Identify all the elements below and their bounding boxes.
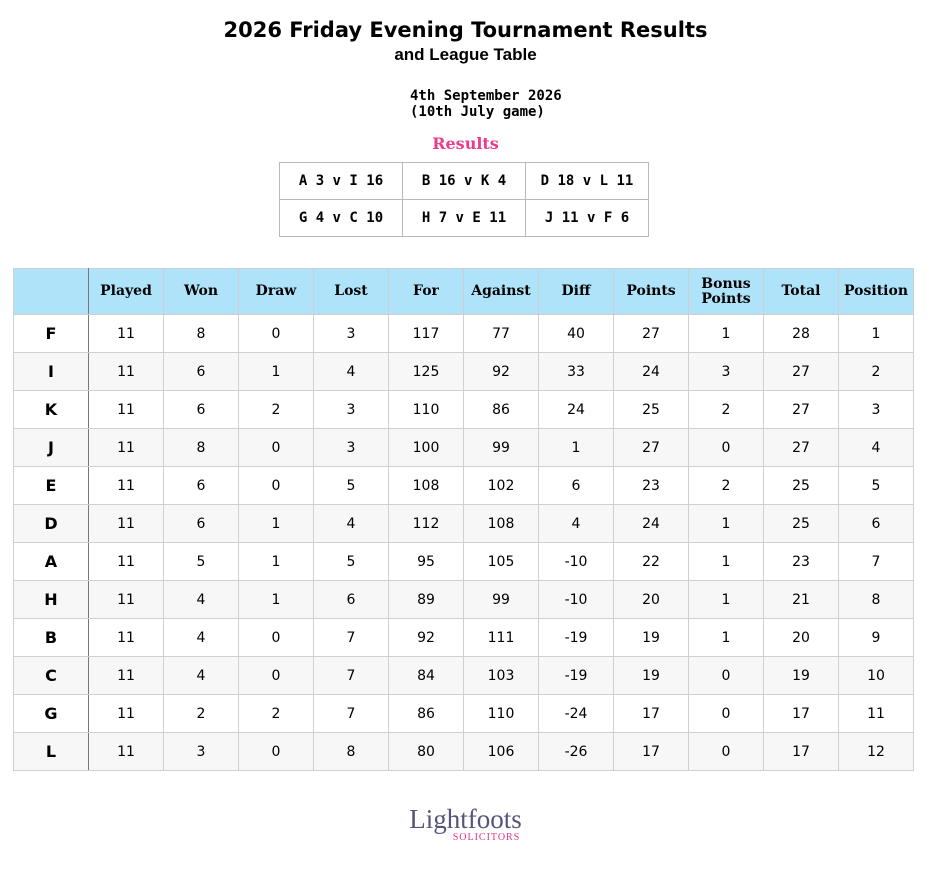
cell-against: 77 [464,315,539,353]
cell-team: A [14,543,89,581]
cell-against: 102 [464,467,539,505]
cell-played: 11 [89,429,164,467]
table-row [14,657,914,695]
cell-won: 2 [164,695,239,733]
cell-lost: 4 [314,353,389,391]
results-row [280,200,649,237]
cell-points: 19 [614,619,689,657]
table-row [14,733,914,771]
cell-total: 21 [764,581,839,619]
cell-won: 8 [164,315,239,353]
cell-played: 11 [89,353,164,391]
cell-diff: -19 [539,657,614,695]
cell-lost: 6 [314,581,389,619]
cell-lost: 7 [314,619,389,657]
cell-for: 100 [389,429,464,467]
logo-sub: SOLICITORS [452,832,521,843]
cell-bonus-points: 3 [689,353,764,391]
column-header-won: Won [164,269,239,315]
cell-played: 11 [89,733,164,771]
cell-position: 3 [839,391,914,429]
cell-draw: 0 [239,429,314,467]
cell-position: 1 [839,315,914,353]
cell-played: 11 [89,581,164,619]
cell-total: 17 [764,695,839,733]
cell-against: 99 [464,581,539,619]
cell-diff: 40 [539,315,614,353]
cell-lost: 3 [314,429,389,467]
cell-draw: 0 [239,315,314,353]
cell-points: 17 [614,695,689,733]
cell-total: 20 [764,619,839,657]
cell-against: 86 [464,391,539,429]
cell-diff: 1 [539,429,614,467]
cell-points: 27 [614,315,689,353]
cell-against: 108 [464,505,539,543]
cell-points: 24 [614,505,689,543]
table-row [14,543,914,581]
cell-team: L [14,733,89,771]
cell-draw: 0 [239,733,314,771]
cell-won: 4 [164,619,239,657]
cell-won: 4 [164,581,239,619]
cell-lost: 5 [314,543,389,581]
cell-draw: 0 [239,657,314,695]
cell-points: 27 [614,429,689,467]
cell-won: 8 [164,429,239,467]
cell-total: 25 [764,467,839,505]
cell-lost: 3 [314,391,389,429]
cell-team: B [14,619,89,657]
cell-bonus-points: 1 [689,543,764,581]
table-row [14,695,914,733]
cell-total: 25 [764,505,839,543]
column-header-draw: Draw [239,269,314,315]
cell-for: 80 [389,733,464,771]
results-heading: Results [432,134,499,153]
cell-team: C [14,657,89,695]
cell-against: 105 [464,543,539,581]
page-title: 2026 Friday Evening Tournament Results [223,18,708,42]
cell-position: 12 [839,733,914,771]
table-row [14,505,914,543]
cell-lost: 5 [314,467,389,505]
table-row [14,315,914,353]
results-table [279,162,649,237]
result-cell: H 7 v E 11 [403,200,526,237]
cell-played: 11 [89,505,164,543]
cell-bonus-points: 1 [689,619,764,657]
cell-total: 27 [764,353,839,391]
cell-position: 6 [839,505,914,543]
cell-played: 11 [89,657,164,695]
cell-draw: 1 [239,543,314,581]
cell-draw: 1 [239,353,314,391]
cell-for: 86 [389,695,464,733]
cell-points: 20 [614,581,689,619]
cell-for: 112 [389,505,464,543]
cell-against: 103 [464,657,539,695]
column-header-against: Against [464,269,539,315]
cell-points: 25 [614,391,689,429]
cell-bonus-points: 0 [689,733,764,771]
result-cell: D 18 v L 11 [526,163,649,200]
lightfoots-logo [0,806,931,843]
event-date: 4th September 2026 [410,88,562,104]
cell-diff: 6 [539,467,614,505]
cell-played: 11 [89,391,164,429]
cell-for: 95 [389,543,464,581]
cell-points: 24 [614,353,689,391]
cell-draw: 2 [239,695,314,733]
cell-won: 4 [164,657,239,695]
cell-team: F [14,315,89,353]
result-cell: A 3 v I 16 [280,163,403,200]
cell-for: 92 [389,619,464,657]
cell-diff: 4 [539,505,614,543]
cell-position: 5 [839,467,914,505]
cell-position: 9 [839,619,914,657]
cell-against: 99 [464,429,539,467]
cell-for: 125 [389,353,464,391]
cell-diff: -10 [539,581,614,619]
cell-draw: 1 [239,505,314,543]
cell-diff: -26 [539,733,614,771]
cell-played: 11 [89,619,164,657]
cell-lost: 7 [314,695,389,733]
cell-for: 89 [389,581,464,619]
result-cell: G 4 v C 10 [280,200,403,237]
cell-draw: 0 [239,467,314,505]
column-header-total: Total [764,269,839,315]
cell-won: 6 [164,391,239,429]
cell-played: 11 [89,695,164,733]
page-subtitle: and League Table [394,45,537,64]
cell-against: 106 [464,733,539,771]
cell-total: 27 [764,429,839,467]
cell-won: 6 [164,353,239,391]
cell-played: 11 [89,467,164,505]
cell-won: 6 [164,467,239,505]
cell-won: 6 [164,505,239,543]
cell-lost: 7 [314,657,389,695]
league-header-row [14,269,914,315]
event-note: (10th July game) [410,104,545,120]
cell-diff: 24 [539,391,614,429]
cell-points: 23 [614,467,689,505]
league-body [14,315,914,771]
cell-points: 22 [614,543,689,581]
cell-bonus-points: 0 [689,657,764,695]
cell-for: 110 [389,391,464,429]
cell-for: 108 [389,467,464,505]
cell-against: 92 [464,353,539,391]
cell-position: 7 [839,543,914,581]
column-header-bonus-points: Bonus Points [689,269,764,315]
cell-team: G [14,695,89,733]
cell-bonus-points: 0 [689,429,764,467]
logo-name: Lightfoots [409,804,522,834]
cell-total: 17 [764,733,839,771]
table-row [14,429,914,467]
result-cell: J 11 v F 6 [526,200,649,237]
cell-won: 3 [164,733,239,771]
cell-team: I [14,353,89,391]
cell-bonus-points: 1 [689,505,764,543]
cell-total: 28 [764,315,839,353]
cell-total: 27 [764,391,839,429]
cell-position: 10 [839,657,914,695]
cell-position: 8 [839,581,914,619]
cell-team: D [14,505,89,543]
column-header-points: Points [614,269,689,315]
cell-played: 11 [89,543,164,581]
cell-against: 111 [464,619,539,657]
cell-draw: 0 [239,619,314,657]
team-column-header [14,269,89,315]
table-row [14,353,914,391]
cell-total: 19 [764,657,839,695]
column-header-for: For [389,269,464,315]
cell-team: J [14,429,89,467]
cell-against: 110 [464,695,539,733]
column-header-diff: Diff [539,269,614,315]
cell-draw: 2 [239,391,314,429]
table-row [14,467,914,505]
cell-for: 117 [389,315,464,353]
cell-points: 17 [614,733,689,771]
cell-position: 2 [839,353,914,391]
cell-position: 11 [839,695,914,733]
league-table [13,268,914,771]
cell-bonus-points: 1 [689,315,764,353]
cell-diff: 33 [539,353,614,391]
result-cell: B 16 v K 4 [403,163,526,200]
cell-total: 23 [764,543,839,581]
column-header-position: Position [839,269,914,315]
cell-team: H [14,581,89,619]
results-row [280,163,649,200]
cell-diff: -10 [539,543,614,581]
cell-lost: 4 [314,505,389,543]
cell-lost: 3 [314,315,389,353]
cell-position: 4 [839,429,914,467]
cell-points: 19 [614,657,689,695]
cell-diff: -19 [539,619,614,657]
cell-played: 11 [89,315,164,353]
table-row [14,391,914,429]
cell-diff: -24 [539,695,614,733]
column-header-lost: Lost [314,269,389,315]
cell-bonus-points: 2 [689,391,764,429]
cell-team: E [14,467,89,505]
cell-bonus-points: 2 [689,467,764,505]
cell-for: 84 [389,657,464,695]
cell-draw: 1 [239,581,314,619]
cell-lost: 8 [314,733,389,771]
cell-bonus-points: 1 [689,581,764,619]
column-header-played: Played [89,269,164,315]
table-row [14,581,914,619]
cell-won: 5 [164,543,239,581]
table-row [14,619,914,657]
cell-bonus-points: 0 [689,695,764,733]
cell-team: K [14,391,89,429]
